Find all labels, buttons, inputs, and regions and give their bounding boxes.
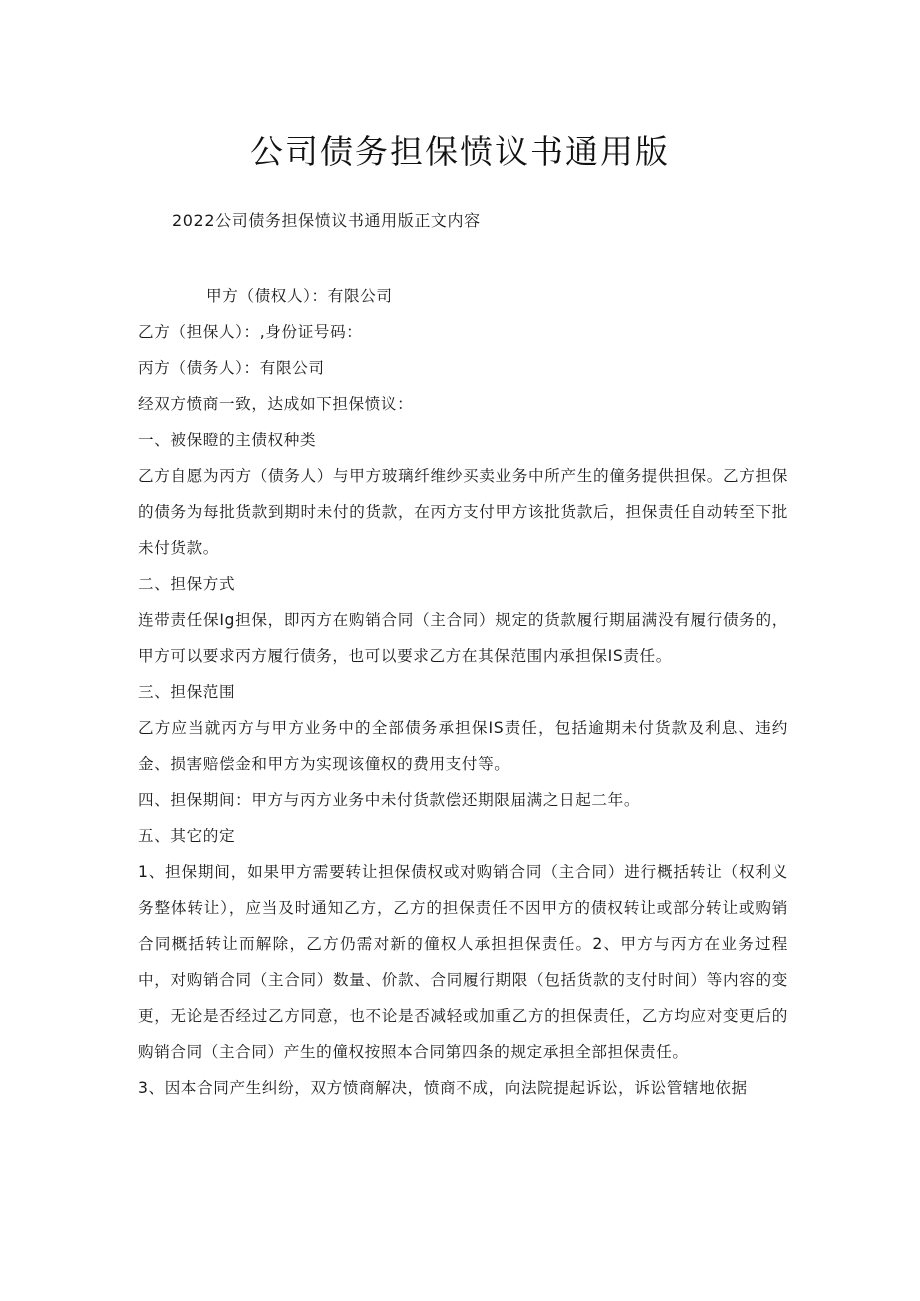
party-a-line: 甲方（债权人）：有限公司 (206, 287, 393, 305)
section-3-body: 乙方应当就丙方与甲方业务中的全部债务承担保IS责任，包括逾期未付货款及利息、违约金、损害赔偿金和甲方为实现该僮权的费用支付等。 (138, 719, 788, 773)
party-c-line: 丙方（债务人）：有限公司 (138, 359, 325, 377)
section-5-item-3: 3、因本合同产生纠纷，双方愤商解决，愤商不成，向法院提起诉讼，诉讼管辖地依据 (138, 1079, 748, 1097)
section-3-heading: 三、担保范围 (138, 683, 236, 701)
section-1-body: 乙方自愿为丙方（债务人）与甲方玻璃纤维纱买卖业务中所产生的僮务提供担保。乙方担保的债务为每批货款到期时未付的货款，在丙方支付甲方该批货款后，担保责任自动转至下批未付货款。 (138, 467, 788, 557)
section-4-heading: 四、担保期间：甲方与丙方业务中未付货款偿还期限届满之日起二年。 (138, 791, 641, 809)
section-5-item-1: 1、担保期间，如果甲方需要转让担保债权或对购销合同（主合同）进行概括转让（权利义务整体转让），应当及时通知乙方，乙方的担保责任不因甲方的债权转让或部分转让或购销合同概括转让而解除，乙方仍需对新的僮权人承担担保责任。2、甲方与丙方在业务过程中，对购销合同（主合同）数量、价款、合同履行期限（包括货款的支付时间）等内容的变更，无论是否经过乙方同意，也不论是否减轻或加重乙方的担保责任，乙方均应对变更后的购销合同（主合同）产生的僮权按照本合同第四条的规定承担全部担保责任。 (138, 863, 788, 1061)
section-2-body: 连带责任保Ig担保，即丙方在购销合同（主合同）规定的货款履行期届满没有履行债务的，甲方可以要求丙方履行债务，也可以要求乙方在其保范围内承担保IS责任。 (138, 611, 788, 665)
preamble: 经双方愤商一致，达成如下担保愤议： (138, 395, 414, 413)
document-title: 公司债务担保愤议书通用版 (250, 132, 670, 171)
section-1-heading: 一、被保瞪的主债权种类 (138, 431, 317, 449)
section-2-heading: 二、担保方式 (138, 575, 236, 593)
section-5-heading: 五、其它的定 (138, 827, 236, 845)
party-b-line: 乙方（担保人）：,身份证号码： (138, 323, 363, 341)
document-body (138, 278, 788, 1106)
document-subtitle: 2022公司债务担保愤议书通用版正文内容 (172, 211, 481, 230)
